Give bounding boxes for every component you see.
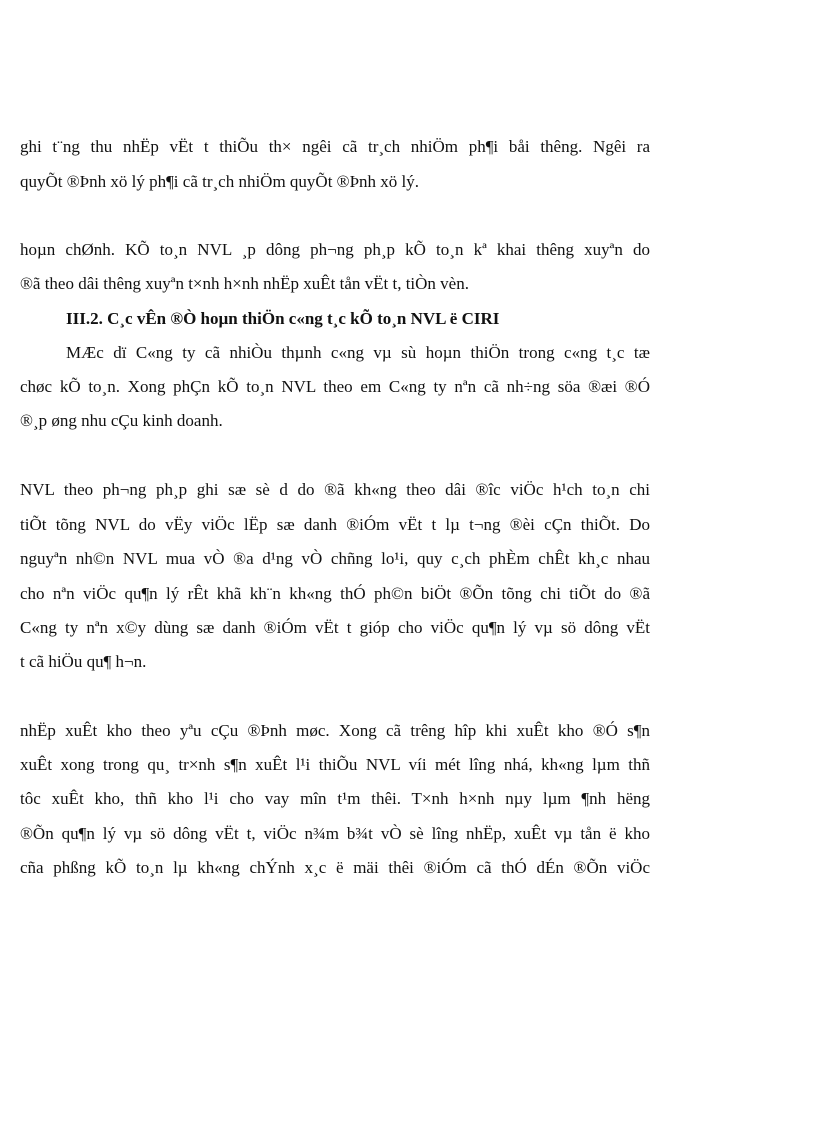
paragraph-line: ®¸p øng nhu cÇu kinh doanh. bbox=[20, 411, 223, 430]
paragraph-line: chøc kÕ to¸n. Xong phÇn kÕ to¸n NVL theo em C«ng ty nªn cã nh÷ng söa ®æi ®Ó bbox=[20, 377, 650, 396]
section-heading: III.2. C¸c vÊn ®Ò hoµn thiÖn c«ng t¸c kÕ to¸n NVL ë CIRI bbox=[66, 309, 500, 328]
paragraph-line: nhËp xuÊt kho theo yªu cÇu ®Þnh møc. Xong cã trêng hîp khi xuÊt kho ®Ó s¶n bbox=[20, 721, 650, 740]
paragraph-line: quyÕt ®Þnh xö lý ph¶i cã tr¸ch nhiÖm quyÕt ®Þnh xö lý. bbox=[20, 172, 420, 191]
paragraph-line: cho nªn viÖc qu¶n lý rÊt khã kh¨n kh«ng thÓ ph©n biÖt ®Õn tõng chi tiÕt do ®ã bbox=[20, 584, 650, 603]
paragraph-line: ®Õn qu¶n lý vµ sö dông vËt t, viÖc n¾m b¾t vÒ sè lîng nhËp, xuÊt vµ tån ë kho bbox=[20, 824, 650, 843]
paragraph-line: tiÕt tõng NVL do vËy viÖc lËp sæ danh ®iÓm vËt t lµ t¬ng ®èi cÇn thiÕt. Do bbox=[20, 515, 650, 534]
paragraph-line: ®ã theo dâi thêng xuyªn t×nh h×nh nhËp xuÊt tån vËt t, tiÒn vèn. bbox=[20, 274, 469, 293]
paragraph-line: nguyªn nh©n NVL mua vÒ ®a d¹ng vÒ chñng lo¹i, quy c¸ch phÈm chÊt kh¸c nhau bbox=[20, 549, 650, 568]
paragraph-line: C«ng ty nªn x©y dùng sæ danh ®iÓm vËt t gióp cho viÖc qu¶n lý vµ sö dông vËt bbox=[20, 618, 650, 637]
paragraph-line: t cã hiÖu qu¶ h¬n. bbox=[20, 652, 147, 671]
paragraph-line: hoµn chØnh. KÕ to¸n NVL ¸p dông ph¬ng ph¸p kÕ to¸n kª khai thêng xuyªn do bbox=[20, 240, 650, 259]
paragraph-line: tôc xuÊt kho, thñ kho l¹i cho vay mîn t¹m thêi. T×nh h×nh nµy lµm ¶nh hëng bbox=[20, 789, 650, 808]
paragraph-line: ghi t¨ng thu nhËp vËt t thiÕu th× ngêi cã tr¸ch nhiÖm ph¶i båi thêng. Ngêi ra bbox=[20, 137, 650, 156]
paragraph-line: MÆc dï C«ng ty cã nhiÒu thµnh c«ng vµ sù hoµn thiÖn trong c«ng t¸c tæ bbox=[66, 343, 650, 362]
paragraph-line: NVL theo ph¬ng ph¸p ghi sæ sè d do ®ã kh«ng theo dâi ®îc viÖc h¹ch to¸n chi bbox=[20, 480, 650, 499]
paragraph-line: xuÊt xong trong qu¸ tr×nh s¶n xuÊt l¹i thiÕu NVL víi mét lîng nhá, kh«ng lµm thñ bbox=[20, 755, 650, 774]
paragraph-line: cña phßng kÕ to¸n lµ kh«ng chÝnh x¸c ë mäi thêi ®iÓm cã thÓ dÉn ®Õn viÖc bbox=[20, 858, 650, 877]
